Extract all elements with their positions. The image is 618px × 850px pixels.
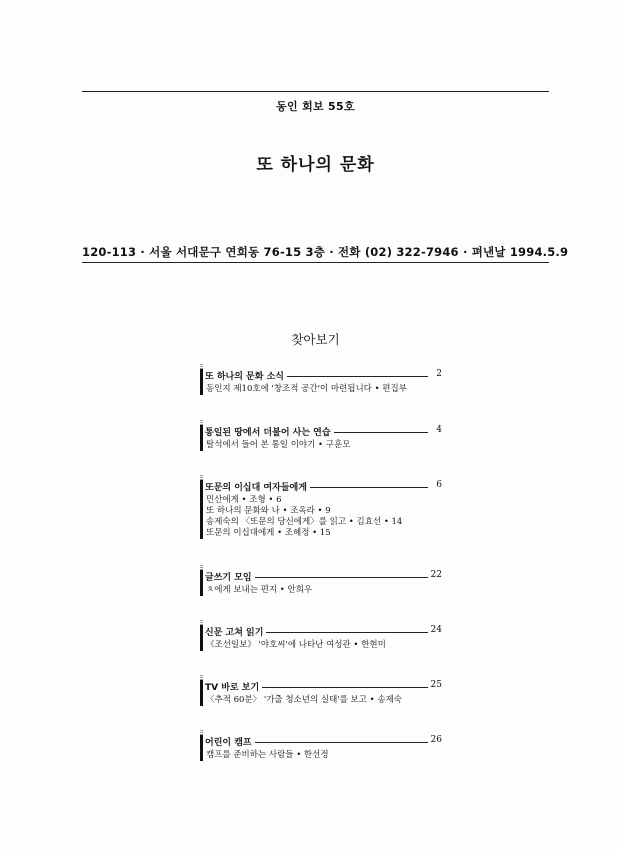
section-title: 또 하나의 문화 소식 bbox=[205, 369, 287, 382]
toc-entry: 캠프를 준비하는 사람들 • 한선정 bbox=[206, 750, 329, 760]
address-line: 120-113 · 서울 서대문구 연희동 76-15 3층 · 전화 (02) 322-7946 · 펴낸날 1994.5.9 bbox=[82, 245, 569, 259]
section-title: 신문 고쳐 읽기 bbox=[205, 625, 266, 638]
toc-entry: 《조선일보》 '야호씨'에 나타난 여성관 • 한현미 bbox=[206, 640, 386, 650]
toc-section[interactable] bbox=[200, 624, 442, 651]
section-page: 6 bbox=[436, 480, 442, 490]
toc-title: 찾아보기 bbox=[291, 332, 340, 347]
section-title: 글쓰기 모임 bbox=[205, 570, 255, 583]
section-marker-bar bbox=[200, 680, 203, 706]
section-page: 24 bbox=[430, 625, 442, 635]
issue-number: 동인 회보 55호 bbox=[276, 100, 355, 113]
section-marker-bar bbox=[200, 425, 203, 451]
toc-entry: ㅊ에게 보내는 편지 • 안희우 bbox=[206, 585, 313, 595]
toc-entry: 또문의 이십대에게 • 조혜정 • 15 bbox=[206, 528, 331, 538]
toc-section[interactable] bbox=[200, 424, 442, 451]
section-page: 22 bbox=[430, 570, 442, 580]
address-rule bbox=[82, 262, 549, 263]
toc-entry: 탈석에서 들어 본 통일 이야기 • 구훈모 bbox=[206, 440, 351, 450]
toc-entry: 〈추적 60분〉 '가출 청소년의 실태'를 보고 • 송제숙 bbox=[206, 695, 403, 705]
toc-entry: 송제숙의 〈또문의 당신에게〉를 읽고 • 김효선 • 14 bbox=[206, 517, 403, 527]
toc-section[interactable] bbox=[200, 569, 442, 596]
toc-section[interactable] bbox=[200, 479, 442, 539]
section-marker-bar bbox=[200, 570, 203, 596]
page-title: 또 하나의 문화 bbox=[256, 155, 375, 175]
section-title: 어린이 캠프 bbox=[205, 735, 255, 748]
section-marker-bar bbox=[200, 480, 203, 539]
section-page: 25 bbox=[430, 680, 442, 690]
section-title: 통일된 땅에서 더불어 사는 연습 bbox=[205, 425, 334, 438]
section-title: TV 바로 보기 bbox=[205, 680, 262, 693]
toc-section[interactable] bbox=[200, 368, 442, 395]
section-marker-bar bbox=[200, 369, 203, 395]
toc-entry: 민산에게 • 조형 • 6 bbox=[206, 495, 282, 505]
section-page: 4 bbox=[436, 425, 442, 435]
toc-section[interactable] bbox=[200, 734, 442, 761]
section-page: 2 bbox=[436, 369, 442, 379]
section-title: 또문의 이십대 여자들에게 bbox=[205, 480, 310, 493]
toc-entry: 또 하나의 문화와 나 • 조옥라 • 9 bbox=[206, 506, 331, 516]
toc-section[interactable] bbox=[200, 679, 442, 706]
section-page: 26 bbox=[430, 735, 442, 745]
toc-entry: 동인지 제10호에 '창조적 공간'이 마련됩니다 • 편집부 bbox=[206, 384, 407, 394]
section-marker-bar bbox=[200, 735, 203, 761]
top-rule bbox=[82, 91, 549, 92]
section-marker-bar bbox=[200, 625, 203, 651]
